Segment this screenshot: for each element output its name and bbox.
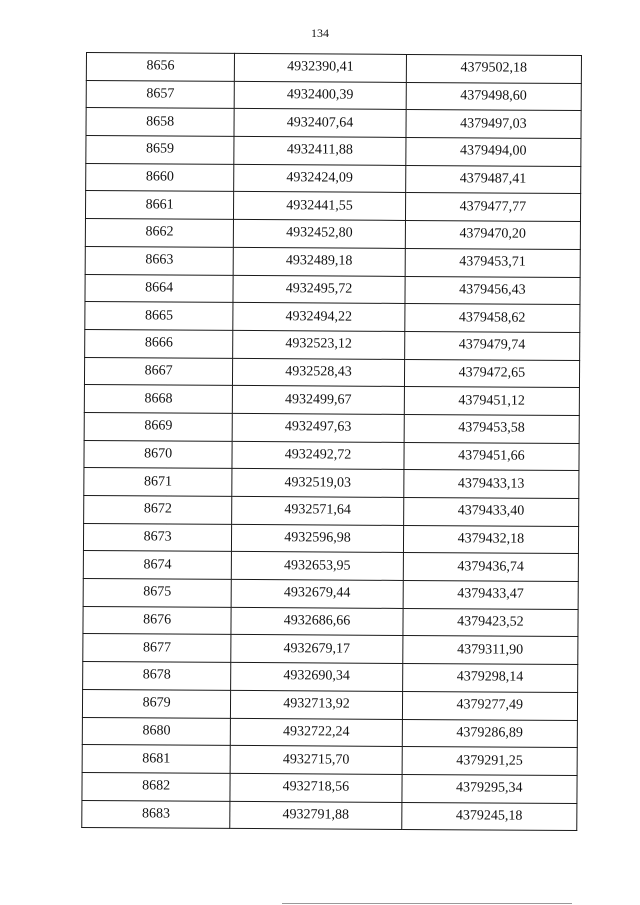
point-number-cell: 8673: [83, 523, 231, 552]
point-number-cell: 8670: [84, 440, 232, 469]
point-number-cell: 8658: [86, 108, 234, 137]
table-row: [82, 689, 577, 720]
x-coordinate-cell: 4932722,24: [231, 718, 403, 747]
x-coordinate-cell: 4932400,39: [234, 81, 406, 110]
x-coordinate-cell: 4932499,67: [233, 386, 405, 415]
x-coordinate-cell: 4932679,17: [231, 635, 403, 664]
table-row: [84, 495, 579, 526]
table-row: [85, 329, 580, 360]
scan-edge-line: [282, 903, 572, 904]
point-number-cell: 8681: [82, 745, 230, 774]
x-coordinate-cell: 4932494,22: [233, 303, 405, 332]
point-number-cell: 8660: [86, 163, 234, 192]
x-coordinate-cell: 4932411,88: [234, 136, 406, 165]
table-row: [86, 53, 581, 84]
y-coordinate-cell: 4379433,40: [403, 497, 579, 526]
y-coordinate-cell: 4379436,74: [403, 553, 579, 582]
table-row: [85, 274, 580, 305]
point-number-cell: 8682: [82, 772, 230, 801]
y-coordinate-cell: 4379497,03: [406, 110, 582, 139]
y-coordinate-cell: 4379432,18: [403, 525, 579, 554]
point-number-cell: 8676: [83, 606, 231, 635]
point-number-cell: 8668: [84, 385, 232, 414]
x-coordinate-cell: 4932390,41: [235, 53, 407, 82]
table-row: [84, 468, 579, 499]
x-coordinate-cell: 4932528,43: [233, 358, 405, 387]
y-coordinate-cell: 4379498,60: [406, 82, 582, 111]
table-row: [83, 523, 578, 554]
point-number-cell: 8678: [83, 662, 231, 691]
x-coordinate-cell: 4932489,18: [233, 247, 405, 276]
table-row: [82, 717, 577, 748]
table-row: [83, 579, 578, 610]
y-coordinate-cell: 4379298,14: [402, 664, 578, 693]
point-number-cell: 8677: [83, 634, 231, 663]
table-row: [85, 191, 580, 222]
x-coordinate-cell: 4932497,63: [232, 413, 404, 442]
coordinates-table: [81, 52, 582, 831]
table-row: [85, 302, 580, 333]
x-coordinate-cell: 4932791,88: [230, 801, 402, 830]
y-coordinate-cell: 4379277,49: [402, 691, 578, 720]
y-coordinate-cell: 4379245,18: [401, 802, 577, 831]
y-coordinate-cell: 4379470,20: [405, 221, 581, 250]
table-row: [84, 357, 579, 388]
x-coordinate-cell: 4932441,55: [234, 192, 406, 221]
table-row: [86, 163, 581, 194]
y-coordinate-cell: 4379479,74: [404, 331, 580, 360]
x-coordinate-cell: 4932596,98: [232, 524, 404, 553]
point-number-cell: 8664: [85, 274, 233, 303]
x-coordinate-cell: 4932715,70: [230, 746, 402, 775]
table-row: [83, 662, 578, 693]
point-number-cell: 8659: [86, 136, 234, 165]
y-coordinate-cell: 4379453,58: [404, 414, 580, 443]
y-coordinate-cell: 4379291,25: [402, 747, 578, 776]
point-number-cell: 8683: [82, 800, 230, 829]
point-number-cell: 8679: [82, 689, 230, 718]
x-coordinate-cell: 4932519,03: [232, 469, 404, 498]
x-coordinate-cell: 4932523,12: [233, 330, 405, 359]
y-coordinate-cell: 4379453,71: [405, 248, 581, 277]
point-number-cell: 8674: [83, 551, 231, 580]
table-row: [83, 606, 578, 637]
y-coordinate-cell: 4379433,13: [403, 470, 579, 499]
table-row: [82, 772, 577, 803]
table-row: [86, 136, 581, 167]
y-coordinate-cell: 4379423,52: [403, 608, 579, 637]
table-row: [84, 412, 579, 443]
y-coordinate-cell: 4379451,66: [404, 442, 580, 471]
point-number-cell: 8665: [85, 302, 233, 331]
table-row: [84, 440, 579, 471]
point-number-cell: 8657: [86, 80, 234, 109]
x-coordinate-cell: 4932718,56: [230, 773, 402, 802]
y-coordinate-cell: 4379295,34: [402, 774, 578, 803]
point-number-cell: 8662: [85, 219, 233, 248]
y-coordinate-cell: 4379477,77: [405, 193, 581, 222]
y-coordinate-cell: 4379502,18: [406, 54, 582, 83]
point-number-cell: 8669: [84, 412, 232, 441]
x-coordinate-cell: 4932679,44: [231, 579, 403, 608]
x-coordinate-cell: 4932571,64: [232, 496, 404, 525]
table-row: [85, 219, 580, 250]
y-coordinate-cell: 4379458,62: [404, 304, 580, 333]
y-coordinate-cell: 4379472,65: [404, 359, 580, 388]
table-row: [83, 551, 578, 582]
table-row: [86, 80, 581, 111]
x-coordinate-cell: 4932653,95: [232, 552, 404, 581]
point-number-cell: 8661: [85, 191, 233, 220]
coordinates-table-body: [82, 53, 582, 831]
table-row: [86, 108, 581, 139]
point-number-cell: 8663: [85, 246, 233, 275]
point-number-cell: 8680: [82, 717, 230, 746]
table-row: [84, 385, 579, 416]
x-coordinate-cell: 4932407,64: [234, 109, 406, 138]
y-coordinate-cell: 4379286,89: [402, 719, 578, 748]
y-coordinate-cell: 4379311,90: [402, 636, 578, 665]
point-number-cell: 8675: [83, 579, 231, 608]
table-row: [85, 246, 580, 277]
page-number: 134: [311, 26, 329, 40]
x-coordinate-cell: 4932713,92: [231, 690, 403, 719]
table-row: [82, 800, 577, 831]
point-number-cell: 8671: [84, 468, 232, 497]
y-coordinate-cell: 4379433,47: [403, 581, 579, 610]
point-number-cell: 8667: [84, 357, 232, 386]
x-coordinate-cell: 4932492,72: [232, 441, 404, 470]
y-coordinate-cell: 4379451,12: [404, 387, 580, 416]
point-number-cell: 8656: [86, 53, 234, 82]
x-coordinate-cell: 4932424,09: [234, 164, 406, 193]
y-coordinate-cell: 4379487,41: [405, 165, 581, 194]
x-coordinate-cell: 4932686,66: [231, 607, 403, 636]
point-number-cell: 8672: [84, 495, 232, 524]
point-number-cell: 8666: [85, 329, 233, 358]
table-row: [83, 634, 578, 665]
x-coordinate-cell: 4932495,72: [233, 275, 405, 304]
table-row: [82, 745, 577, 776]
y-coordinate-cell: 4379494,00: [405, 138, 581, 167]
x-coordinate-cell: 4932452,80: [234, 220, 406, 249]
y-coordinate-cell: 4379456,43: [405, 276, 581, 305]
x-coordinate-cell: 4932690,34: [231, 663, 403, 692]
